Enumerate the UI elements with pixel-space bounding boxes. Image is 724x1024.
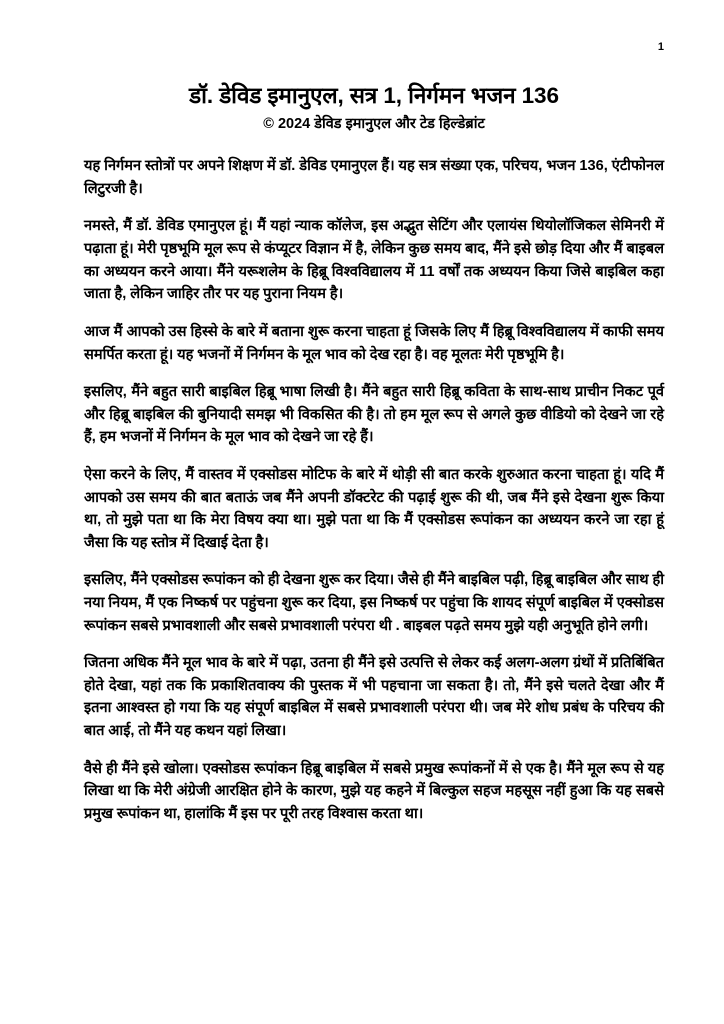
paragraph: इसलिए, मैंने बहुत सारी बाइबिल हिब्रू भाषा लिखी है। मैंने बहुत सारी हिब्रू कविता के साथ-साथ प्राचीन निकट पूर्व और हिब्रू बाइबिल की बुनियादी समझ भी विकसित की है। तो हम मूल रूप से अगले कुछ वीडियो को देखने जा रहे हैं, हम भजनों में निर्गमन के मूल भाव को देखने जा रहे हैं।	[84, 384, 664, 446]
page-number: 1	[657, 41, 664, 53]
paragraph: वैसे ही मैंने इसे खोला। एक्सोडस रूपांकन हिब्रू बाइबिल में सबसे प्रमुख रूपांकनों में से एक है। मैंने मूल रूप से यह लिखा था कि मेरी अंग्रेजी आरक्षित होने के कारण, मुझे यह कहने में बिल्कुल सहज महसूस नहीं हुआ कि यह सबसे प्रमुख रूपांकन था, हालांकि मैं इस पर पूरी तरह विश्वास करता था।	[84, 760, 664, 822]
paragraph: नमस्ते, मैं डॉ. डेविड एमानुएल हूं। मैं यहां न्याक कॉलेज, इस अद्भुत सेटिंग और एलायंस थियोलॉजिकल सेमिनरी में पढ़ाता हूं। मेरी पृष्ठभूमि मूल रूप से कंप्यूटर विज्ञान में है, लेकिन कुछ समय बाद, मैंने इसे छोड़ दिया और मैं बाइबल का अध्ययन करने आया। मैंने यरूशलेम के हिब्रू विश्वविद्यालय में 11 वर्षों तक अध्ययन किया जिसे बाइबिल कहा जाता है, लेकिन जाहिर तौर पर यह पुराना नियम है।	[84, 218, 664, 303]
paragraph: इसलिए, मैंने एक्सोडस रूपांकन को ही देखना शुरू कर दिया। जैसे ही मैंने बाइबिल पढ़ी, हिब्रू बाइबिल और साथ ही नया नियम, मैं एक निष्कर्ष पर पहुंचना शुरू कर दिया, इस निष्कर्ष पर पहुंचा कि शायद संपूर्ण बाइबिल में एक्सोडस रूपांकन सबसे प्रभावशाली और सबसे प्रभावशाली परंपरा थी . बाइबल पढ़ते समय मुझे यही अनुभूति होने लगी।	[84, 572, 664, 634]
paragraph: यह निर्गमन स्तोत्रों पर अपने शिक्षण में डॉ. डेविड एमानुएल हैं। यह सत्र संख्या एक, परिचय, भजन 136, एंटीफोनल लिटुरजी है।	[84, 158, 664, 197]
copyright-line: © 2024 डेविड इमानुएल और टेड हिल्डेब्रांट	[263, 116, 485, 133]
document-body	[84, 133, 664, 825]
paragraph: आज मैं आपको उस हिस्से के बारे में बताना शुरू करना चाहता हूं जिसके लिए मैं हिब्रू विश्वविद्यालय में काफी समय समर्पित करता हूं। यह भजनों में निर्गमन के मूल भाव को देख रहा है। वह मूलतः मेरी पृष्ठभूमि है।	[84, 323, 664, 363]
page-title: डॉ. डेविड इमानुएल, सत्र 1, निर्गमन भजन 136	[189, 83, 559, 108]
paragraph: ऐसा करने के लिए, मैं वास्तव में एक्सोडस मोटिफ के बारे में थोड़ी सी बात करके शुरुआत करना चाहता हूं। यदि मैं आपको उस समय की बात बताऊं जब मैंने अपनी डॉक्टरेट की पढ़ाई शुरू की थी, जब मैंने इसे देखना शुरू किया था, तो मुझे पता था कि मेरा विषय क्या था। मुझे पता था कि मैं एक्सोडस रूपांकन का अध्ययन करने जा रहा हूं जैसा कि यह स्तोत्र में दिखाई देता है।	[84, 466, 664, 551]
paragraph: जितना अधिक मैंने मूल भाव के बारे में पढ़ा, उतना ही मैंने इसे उत्पत्ति से लेकर कई अलग-अलग ग्रंथों में प्रतिबिंबित होते देखा, यहां तक कि प्रकाशितवाक्य की पुस्तक में भी पहचाना जा सकता है। तो, मैंने इसे चलते देखा और मैं इतना आश्वस्त हो गया कि यह संपूर्ण बाइबिल में सबसे प्रभावशाली परंपरा थी। जब मेरे शोध प्रबंध के परिचय की बात आई, तो मैंने यह कथन यहां लिखा।	[84, 655, 664, 740]
